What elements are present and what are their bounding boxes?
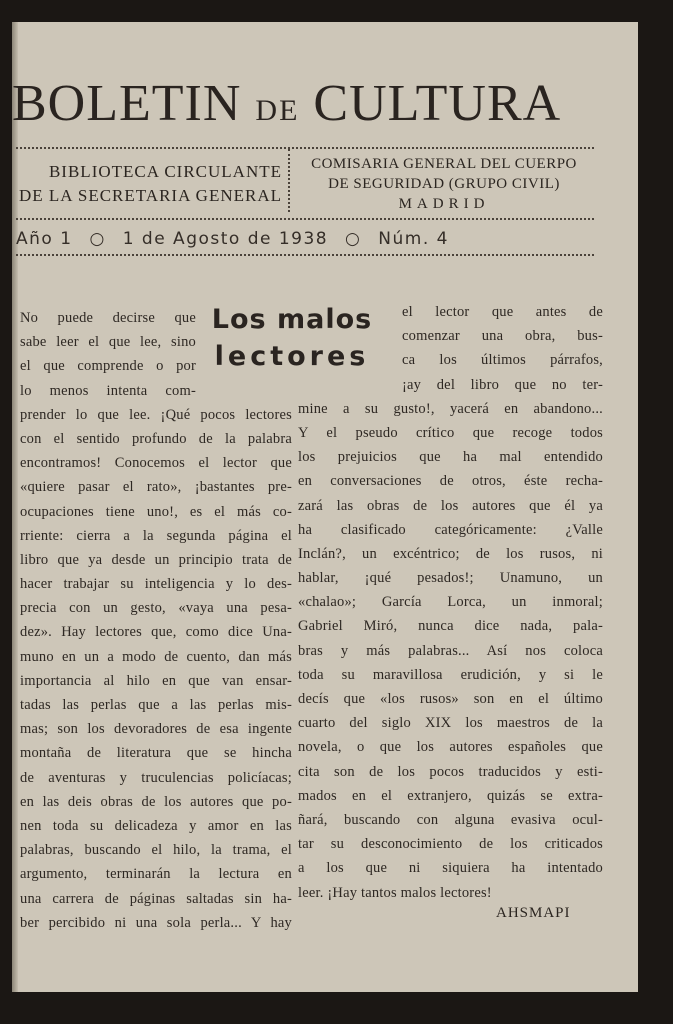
subheader-right-line: DE SEGURIDAD (GRUPO CIVIL) <box>328 176 560 192</box>
subheader-right <box>296 154 592 214</box>
text-line: el que comprende o por <box>20 358 196 375</box>
dotted-rule-vertical <box>288 149 290 212</box>
separator-circle-icon: ○ <box>345 229 362 249</box>
masthead-cultura: CULTURA <box>313 75 562 132</box>
text-line: Inclán?, un excéntrico; de los rusos, ni <box>298 545 603 562</box>
masthead-de: DE <box>255 94 300 127</box>
text-line: de aventuras y truculencias policíacas; <box>20 769 292 786</box>
text-line: a los que ni siquiera ha intentado <box>298 860 603 877</box>
subheader-left-line: DE LA SECRETARIA GENERAL <box>19 186 282 205</box>
text-line: tar su desconocimiento de los criticados <box>298 836 603 853</box>
text-line: Y el pseudo crítico que recoge todos <box>298 424 603 441</box>
text-line: comenzar una obra, bus- <box>402 328 603 345</box>
text-line: ocupaciones tiene uno!, es el más co- <box>20 503 292 520</box>
article-signature: AHSMAPI <box>496 905 571 921</box>
text-line: Gabriel Miró, nunca dice nada, pala- <box>298 618 603 635</box>
text-line: hablar, ¡qué pesados!; Unamuno, un <box>298 570 603 587</box>
text-line: con el sentido profundo de la palabra <box>20 430 292 447</box>
subheader-right-line: MADRID <box>398 196 490 212</box>
masthead-boletin: BOLETIN <box>12 75 242 132</box>
text-line: una carrera de páginas saltadas sin ha- <box>20 890 292 907</box>
text-line: cuarto del siglo XIX los maestros de la <box>298 715 603 732</box>
dotted-rule-middle <box>16 218 594 220</box>
text-line: encontramos! Conocemos el lector que <box>20 455 292 472</box>
newspaper-page <box>12 22 638 992</box>
issue-number: Núm. 4 <box>378 229 449 249</box>
text-line: tadas las perlas que a las perlas mis- <box>20 697 292 713</box>
text-line: ca los últimos párrafos, <box>402 352 603 369</box>
text-line: ha clasificado categóricamente: ¿Valle <box>298 521 603 538</box>
issue-date: 1 de Agosto de 1938 <box>122 229 329 249</box>
text-line: sabe leer el que lee, sino <box>20 334 196 351</box>
text-line: importancia al hilo en que van ensar- <box>20 672 292 689</box>
text-line: libro que ya desde un principio trata de <box>20 551 292 568</box>
text-line: toda su maravillosa erudición, y si le <box>298 666 603 683</box>
text-line: bras y más palabras... Así nos coloca <box>298 642 603 659</box>
text-line: ñará, buscando con alguna evasiva ocul- <box>298 811 603 828</box>
issue-line <box>16 227 592 251</box>
text-line: muno en un a modo de cuento, dan más <box>20 648 292 665</box>
text-line: lo menos intenta com- <box>20 382 196 399</box>
text-line: nen toda su delicadeza y amor en las <box>20 817 292 834</box>
text-line: leer. ¡Hay tantos malos lectores! <box>298 884 492 901</box>
subheader-left <box>12 160 282 208</box>
text-line: argumento, terminarán la lectura en <box>20 866 292 883</box>
text-line: ¡ay del libro que no ter- <box>402 376 603 393</box>
text-line: mas; son los devoradores de esa ingente <box>20 721 292 738</box>
text-line: precia con un gesto, «vaya una pesa- <box>20 600 292 617</box>
text-line: dez». Hay lectores que, como dice Una- <box>20 624 292 641</box>
text-line: «quiere pasar el rato», ¡bastantes pre- <box>20 479 292 496</box>
issue-year: Año 1 <box>16 229 73 249</box>
text-line: novela, o que los autores españoles que <box>298 739 603 756</box>
dotted-rule-top <box>16 147 594 149</box>
subheader-left-line: BIBLIOTECA CIRCULANTE <box>48 162 282 181</box>
text-line: No puede decirse que <box>20 310 196 326</box>
text-line: rriente: cierra a la segunda página el <box>20 527 292 544</box>
text-line: prender lo que lee. ¡Qué pocos lectores <box>20 406 292 423</box>
text-line: en conversaciones de otros, éste recha- <box>298 473 603 490</box>
article-column-left <box>20 306 292 935</box>
text-line: decís que «los rusos» son en el último <box>298 691 603 707</box>
text-line: «chalao»; García Lorca, un inmoral; <box>298 594 603 611</box>
subheader-right-line: COMISARIA GENERAL DEL CUERPO <box>311 156 577 172</box>
text-line: mine a su gusto!, yacerá en abandono... <box>298 400 603 417</box>
text-line: ber percibido ni una sola perla... Y hay <box>20 914 292 931</box>
dotted-rule-bottom <box>16 254 594 256</box>
text-line: zará las obras de los autores que él ya <box>298 497 603 514</box>
article-title-line1: Los malos <box>211 304 373 335</box>
text-line: mados en el extranjero, quizás se extra- <box>298 787 603 804</box>
text-line: los prejuicios que ha mal entendido <box>298 449 603 466</box>
text-line: hacer trabajar su inteligencia y lo des- <box>20 576 292 593</box>
text-line: montaña de literatura que se hincha <box>20 745 292 762</box>
article-column-right <box>298 300 603 905</box>
text-line: palabras, buscando el hilo, la trama, el <box>20 842 292 859</box>
article-title-line2: lectores <box>214 341 370 372</box>
text-line: el lector que antes de <box>402 304 603 320</box>
separator-circle-icon: ○ <box>89 229 106 249</box>
text-line: cita son de los pocos traducidos y esti- <box>298 763 603 780</box>
masthead <box>12 74 638 141</box>
text-line: en las deis obras de los autores que po- <box>20 793 292 810</box>
